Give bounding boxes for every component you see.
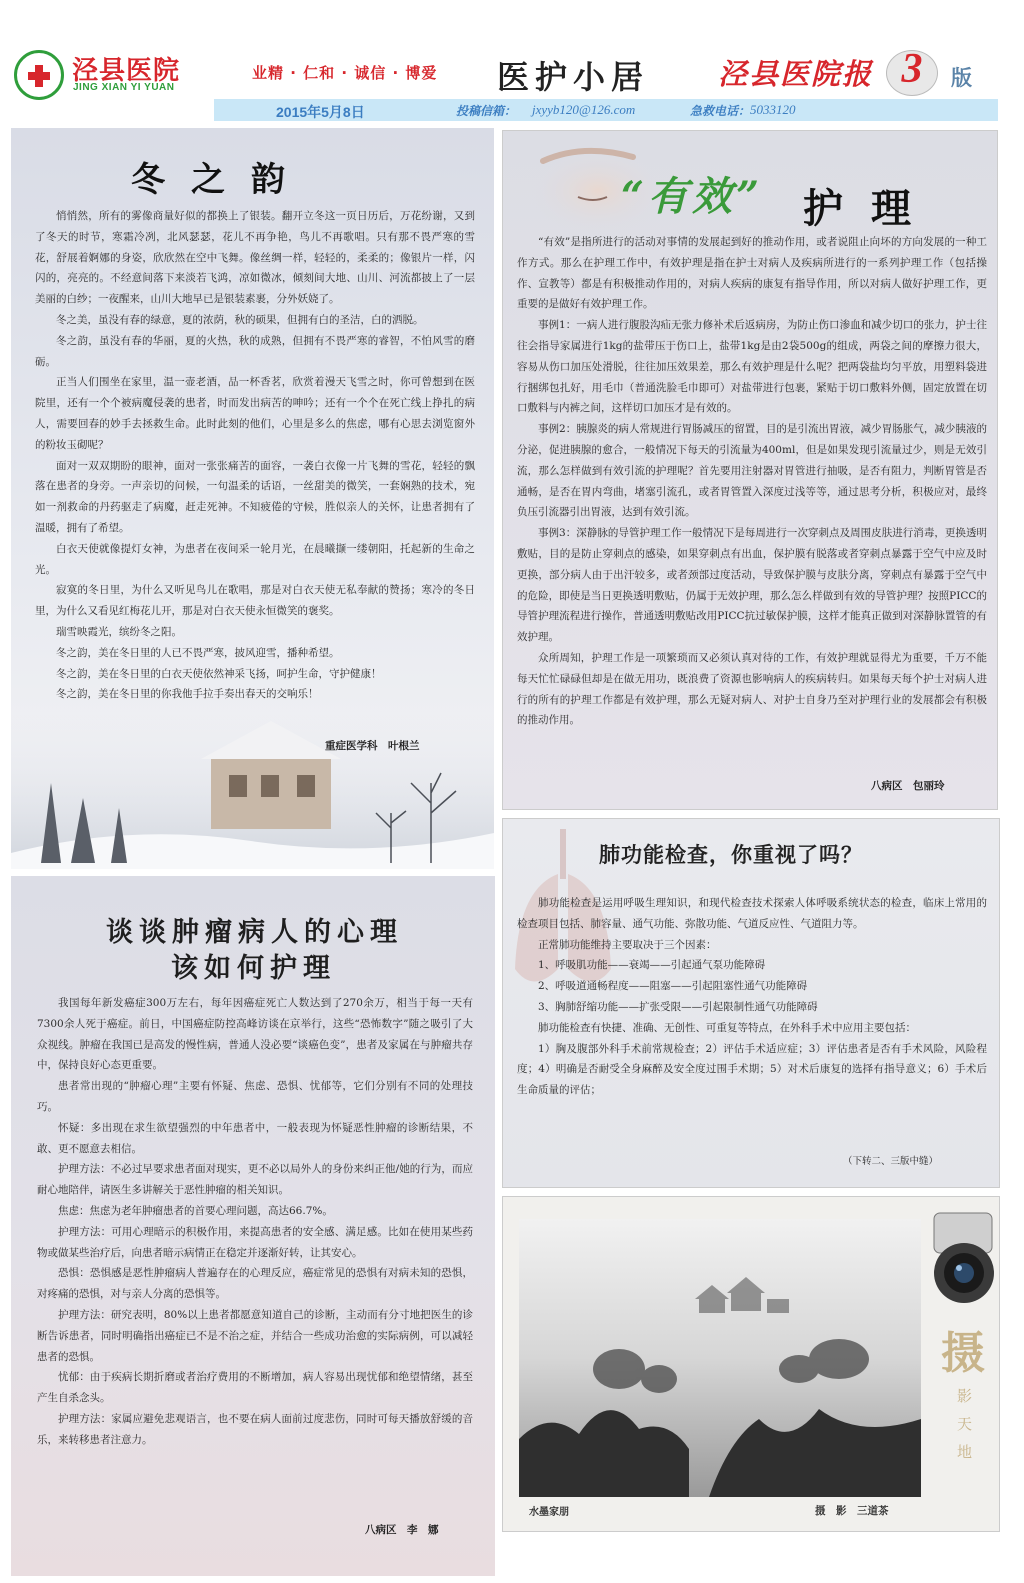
column-title-big: 摄	[941, 1328, 985, 1379]
paragraph: 悄悄然，所有的雾像商量好似的都换上了银装。翻开立冬这一页日历后，万花纷谢，又到了冬天的时节，寒霜冷冽，北风瑟瑟，花儿不再争艳，鸟儿不再歌唱。只有那不畏严寒的雪花，舒展着婀娜的身姿，欣欣然在空中飞舞。像丝绸一样，轻轻的，柔柔的；像银片一样，闪闪的，亮亮的。不经意间落下来淡若飞鸿，凉如微冰，倾刻间大地、山川、河流都披上了一层美丽的白纱；一夜醒来，山川大地早已是银装素裹，分外妖娆了。	[35, 210, 475, 306]
paragraph: 正当人们围坐在家里，温一壶老酒，品一杯香茗，欣赏着漫天飞雪之时，你可曾想到在医院里，还有一个个被病魔侵袭的患者，时而发出病苦的呻吟；还有一个个在死亡线上挣扎的病人，需要回春的妙手去拯救生命。此时此刻的他们，心里是多么的焦虑，哪有心思去浏览窗外的粉妆玉砌呢？	[35, 376, 475, 451]
photo-column	[502, 1196, 1000, 1532]
article-title: 肺功能检查，你重视了吗？	[599, 843, 863, 867]
paragraph: 1）胸及腹部外科手术前常规检查；2）评估手术适应症；3）评估患者是否有手术风险，风险程度；4）明确是否耐受全身麻醉及安全度过围手术期；5）对术后康复的选择有指导意义；6）手术后生命质量的评估；	[517, 1042, 987, 1097]
camera-lens-icon	[928, 1207, 998, 1317]
paragraph: 忧郁：由于疾病长期折磨或者治疗费用的不断增加，病人容易出现忧郁和绝望情绪，甚至产生自杀念头。	[37, 1371, 473, 1405]
paragraph: 肺功能检查是运用呼吸生理知识，和现代检查技术探索人体呼吸系统状态的检查，临床上常用的检查项目包括、肺容量、通气功能、弥散功能、气道反应性、气道阻力等。	[517, 897, 987, 930]
paragraph: 冬之韵，美在冬日里的白衣天使依然神采飞扬，呵护生命，守护健康！	[56, 667, 382, 680]
list-item: 2、呼吸道通畅程度——阻塞——引起阻塞性通气功能障碍	[538, 980, 808, 993]
article-effective-nursing	[502, 130, 998, 810]
paragraph: 焦虑：焦虑为老年肿瘤患者的首要心理问题，高达66.7%。	[58, 1204, 333, 1217]
article-title-line-2: 该如何护理	[171, 953, 336, 984]
article-body	[517, 232, 987, 731]
phone-label: 急救电话：	[690, 104, 751, 118]
hospital-logo	[14, 50, 64, 100]
article-title: 冬之韵	[131, 160, 311, 200]
paragraph: 事例1：一病人进行腹股沟疝无张力修补术后返病房，为防止伤口渗血和减少切口的张力，护士往往会指导家属进行1kg的盐带压于伤口上，盐带1kg是由2袋500g的组成，两袋之间的摩擦力很大，容易从伤口加压处滑脱，往往加压效果差，那么有效护理是什么呢？把两袋盐均匀平放，用塑料袋进行捆绑包扎好，用毛巾（普通洗脸毛巾即可）对盐带进行包裹，紧贴于切口敷料外侧，固定放置在切口敷料与内裤之间，这样切口加压才是有效的。	[517, 319, 987, 415]
paragraph: 护理方法：可用心理暗示的积极作用，来提高患者的安全感、满足感。比如在使用某些药物或做某些治疗后，向患者暗示病情正在稳定并逐渐好转，让其安心。	[37, 1225, 473, 1259]
photo-caption: 水墨家朋	[529, 1507, 569, 1518]
paragraph: 患者常出现的“肿瘤心理”主要有怀疑、焦虑、恐惧、忧郁等，它们分别有不同的处理技巧。	[37, 1080, 473, 1113]
article-title: 护理	[803, 186, 939, 232]
paragraph: 冬之韵，美在冬日里的你我他手拉手奏出春天的交响乐！	[56, 688, 319, 701]
page-unit: 版	[951, 66, 972, 90]
article-body	[37, 993, 473, 1451]
article-lung-function	[502, 818, 1000, 1188]
paragraph: 护理方法：家属应避免悲观语言，也不要在病人面前过度悲伤，同时可每天播放舒缓的音乐，来转移患者注意力。	[37, 1412, 473, 1446]
paragraph: “有效”是指所进行的活动对事情的发展起到好的推动作用，或者说阻止向坏的方向发展的一种工作方式。那么在护理工作中，有效护理是指在护士对病人及疾病所进行的一系列护理工作（包括操作、宣教等）都是有积极推动作用的，对病人疾病的康复有指导作用，所以对病人做好护理工作，更重要的是做好有效护理工作。	[517, 236, 987, 311]
photo-credit: 摄 影 三道茶	[815, 1505, 889, 1517]
paragraph: 事例3：深静脉的导管护理工作一般情况下是每周进行一次穿刺点及周围皮肤进行消毒，更换透明敷贴，目的是防止穿刺点的感染，如果穿刺点有出血，保护膜有脱落或者穿刺点暴露于空气中应及时更换，部分病人由于出汗较多，或者颈部过度活动，导致保护膜与皮肤分离，穿刺点有暴露于空气中的危险，即使是当日更换透明敷贴，仍属于无效护理，那么怎么样做到有效的导管护理？按照PICC的导管护理流程进行操作，普通透明敷贴改用PICC抗过敏保护膜，这样才能真正做到对深静脉置管的有效护理。	[517, 527, 987, 644]
paragraph: 瑞雪映霞光，缤纷冬之阳。	[56, 625, 182, 638]
paragraph: 寂寞的冬日里，为什么又听见鸟儿在歌唱，那是对白衣天使无私奉献的赞扬；寒冷的冬日里，为什么又看见红梅花儿开，那是对白衣天使永恒微笑的褒奖。	[35, 584, 475, 618]
column-title-char: 地	[957, 1443, 973, 1461]
article-title-line-1: 谈谈肿瘤病人的心理	[106, 917, 403, 948]
article-body	[517, 893, 987, 1101]
list-item: 3、胸肺舒缩功能——扩张受限——引起限制性通气功能障碍	[538, 1000, 818, 1013]
author-byline: 重症医学科 叶根兰	[325, 740, 420, 752]
email-value: jxyyb120@126.com	[532, 102, 636, 117]
column-title-char: 天	[957, 1415, 973, 1433]
paragraph: 白衣天使就像提灯女神，为患者在夜间采一轮月光，在晨曦撷一缕朝阳，托起新的生命之光。	[35, 542, 475, 576]
paragraph: 护理方法：研究表明，80%以上患者都愿意知道自己的诊断，主动而有分寸地把医生的诊断告诉患者，同时明确指出癌症已不是不治之症，并结合一些成功治愈的实际病例，可以减轻患者的恐惧。	[37, 1308, 473, 1363]
paragraph: 冬之美，虽没有春的绿意，夏的浓荫，秋的硕果，但拥有白的圣洁，白的洒脱。	[56, 313, 424, 326]
issue-date: 2015年5月8日	[276, 104, 365, 120]
paragraph: 事例2：胰腺炎的病人常规进行胃肠减压的留置，目的是引流出胃液，减少胃肠胀气，减少胰液的分泌，促进胰腺的愈合，一般情况下每天的引流量为400ml，但是如果发现引流量过少，则是无效引流，那么怎样做到有效引流的护理呢？首先要用注射器对胃管进行抽吸，是否有阻力，判断胃管是否通畅，是否在胃内弯曲，堵塞引流孔，或者胃管置入深度过浅等等，通过思考分析，积极应对，最终负压引流器引出胃液，达到有效引流。	[517, 423, 987, 519]
snow-house-illustration	[11, 713, 494, 869]
paragraph: 肺功能检查有快捷、准确、无创性、可重复等特点，在外科手术中应用主要包括：	[538, 1021, 916, 1034]
article-title-emphasis: “有效”	[621, 173, 764, 220]
hospital-pinyin: JING XIAN YI YUAN	[73, 82, 175, 93]
paragraph: 恐惧：恐惧感是恶性肿瘤病人普遍存在的心理反应，癌症常见的恐惧有对病未知的恐惧，对疼痛的恐惧，对与亲人分离的恐惧等。	[37, 1267, 473, 1301]
author-byline: 八病区 包丽玲	[871, 780, 945, 792]
hospital-name: 泾县医院	[72, 55, 181, 85]
paragraph: 冬之韵，虽没有春的华丽，夏的火热，秋的成熟，但拥有不畏严寒的睿智，不怕风雪的磨砺。	[35, 334, 475, 368]
section-name: 医护小居	[497, 58, 650, 96]
page-number: 3	[901, 46, 923, 92]
ink-landscape-photo	[519, 1219, 921, 1497]
article-body	[35, 206, 475, 705]
paragraph: 冬之韵，美在冬日里的人已不畏严寒，披风迎雪，播种希望。	[56, 646, 340, 659]
author-byline: 八病区 李 娜	[365, 1524, 439, 1536]
paragraph: 面对一双双期盼的眼神，面对一张张痛苦的面容，一袭白衣像一片飞舞的雪花，轻轻的飘落在患者的身旁。一声亲切的问候，一句温柔的话语，一丝甜美的微笑，一套娴熟的技术，宛如一剂救命的丹药驱走了病魔，赶走死神。不知疲倦的守候，胜似亲人的关怀，让患者拥有了温暖，拥有了希望。	[35, 459, 475, 534]
phone-value: 5033120	[750, 102, 796, 117]
paragraph: 我国每年新发癌症300万左右，每年因癌症死亡人数达到了270余万，相当于每一天有7300余人死于癌症。前日，中国癌症防控高峰访谈在京举行，这些“恐怖数字”随之吸引了大众视线。肿瘤在我国已是高发的慢性病，普通人没必要“谈癌色变”，患者及家属在与肿瘤共存中，保持良好心态更重要。	[37, 997, 473, 1072]
paragraph: 正常肺功能维持主要取决于三个因素：	[538, 938, 717, 951]
paragraph: 护理方法：不必过早要求患者面对现实，更不必以局外人的身份来纠正他/她的行为，而应耐心地陪伴，请医生多讲解关于恶性肿瘤的相关知识。	[37, 1163, 473, 1197]
email-label: 投稿信箱：	[456, 104, 517, 118]
newspaper-name: 泾县医院报	[718, 57, 874, 91]
hospital-motto: 业精 · 仁和 · 诚信 · 博爱	[252, 64, 438, 82]
article-winter	[11, 128, 494, 869]
paragraph: 怀疑：多出现在求生欲望强烈的中年患者中，一般表现为怀疑恶性肿瘤的诊断结果，不敢、更不愿意去相信。	[37, 1121, 473, 1155]
list-item: 1、呼吸肌功能——衰竭——引起通气泵功能障碍	[538, 959, 766, 972]
column-title-char: 影	[957, 1387, 973, 1405]
paragraph: 众所周知，护理工作是一项繁琐而又必须认真对待的工作，有效护理就显得尤为重要，千万不能每天忙忙碌碌但却是在做无用功，既浪费了资源也影响病人的疾病转归。如果每天每个护士对病人进行的所有的护理工作都是有效护理，那么无疑对病人、对护士自身乃至对护理行业的发展都会有积极的推动作用。	[517, 651, 987, 727]
continued-note: （下转二、三版中缝）	[843, 1156, 939, 1167]
article-tumor-psychology	[11, 876, 495, 1576]
